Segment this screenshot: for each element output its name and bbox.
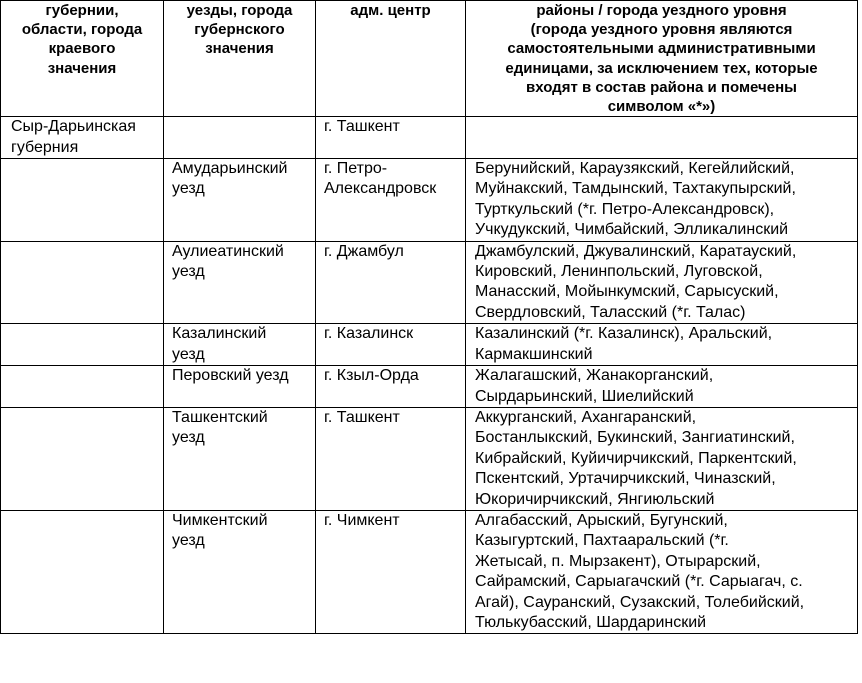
cell-districts: Аккурганский, Ахангаранский, Бостанлыкский, Букинский, Зангиатинский, Кибрайский, Куйичирчикский, Паркентский, Пскентский, Уртачирчикский, Чиназский, Юкоричирчикский, Янгиюльский xyxy=(466,407,858,510)
header-counties: уезды, города губернского значения xyxy=(164,1,316,117)
header-districts: районы / города уездного уровня (города уездного уровня являются самостоятельными административными единицами, за исключением тех, которые входят в состав района и помечены символом «*») xyxy=(466,1,858,117)
cell-admin-center: г. Казалинск xyxy=(316,324,466,366)
cell-districts xyxy=(466,117,858,159)
cell-province xyxy=(1,324,164,366)
table-header-row xyxy=(1,1,858,117)
cell-districts: Джамбулский, Джувалинский, Каратауский, Кировский, Ленинпольский, Луговской, Манасский, Мойынкумский, Сарысуский, Свердловский, Таласский (*г. Талас) xyxy=(466,241,858,324)
table-row xyxy=(1,117,858,159)
cell-admin-center: г. Петро- Александровск xyxy=(316,159,466,242)
cell-province xyxy=(1,241,164,324)
cell-province xyxy=(1,407,164,510)
header-admin-center: адм. центр xyxy=(316,1,466,117)
table-row xyxy=(1,159,858,242)
cell-province xyxy=(1,159,164,242)
cell-county: Ташкентский уезд xyxy=(164,407,316,510)
cell-county: Амударьинский уезд xyxy=(164,159,316,242)
table-row xyxy=(1,366,858,408)
header-provinces: губернии, области, города краевого значения xyxy=(1,1,164,117)
cell-admin-center: г. Ташкент xyxy=(316,407,466,510)
cell-county: Казалинский уезд xyxy=(164,324,316,366)
cell-county: Чимкентский уезд xyxy=(164,510,316,633)
cell-province xyxy=(1,366,164,408)
cell-districts: Казалинский (*г. Казалинск), Аральский, Кармакшинский xyxy=(466,324,858,366)
cell-county xyxy=(164,117,316,159)
cell-districts: Жалагашский, Жанакорганский, Сырдарьинский, Шиелийский xyxy=(466,366,858,408)
cell-districts: Алгабасский, Арыский, Бугунский, Казыгуртский, Пахтааральский (*г. Жетысай, п. Мырзакент), Отырарский, Сайрамский, Сарыагачский (*г. Сарыагач, с. Агай), Сауранский, Сузакский, Толебийский, Тюлькубасский, Шардаринский xyxy=(466,510,858,633)
cell-admin-center: г. Чимкент xyxy=(316,510,466,633)
table-row xyxy=(1,510,858,633)
cell-province xyxy=(1,510,164,633)
cell-admin-center: г. Ташкент xyxy=(316,117,466,159)
cell-admin-center: г. Кзыл-Орда xyxy=(316,366,466,408)
table-row xyxy=(1,241,858,324)
table-row xyxy=(1,324,858,366)
cell-county: Перовский уезд xyxy=(164,366,316,408)
table-row xyxy=(1,407,858,510)
cell-districts: Берунийский, Караузякский, Кегейлийский, Муйнакский, Тамдынский, Тахтакупырский, Турткульский (*г. Петро-Александровск), Учкудукский, Чимбайский, Элликалинский xyxy=(466,159,858,242)
cell-admin-center: г. Джамбул xyxy=(316,241,466,324)
cell-province: Сыр-Дарьинская губерния xyxy=(1,117,164,159)
cell-county: Аулиеатинский уезд xyxy=(164,241,316,324)
